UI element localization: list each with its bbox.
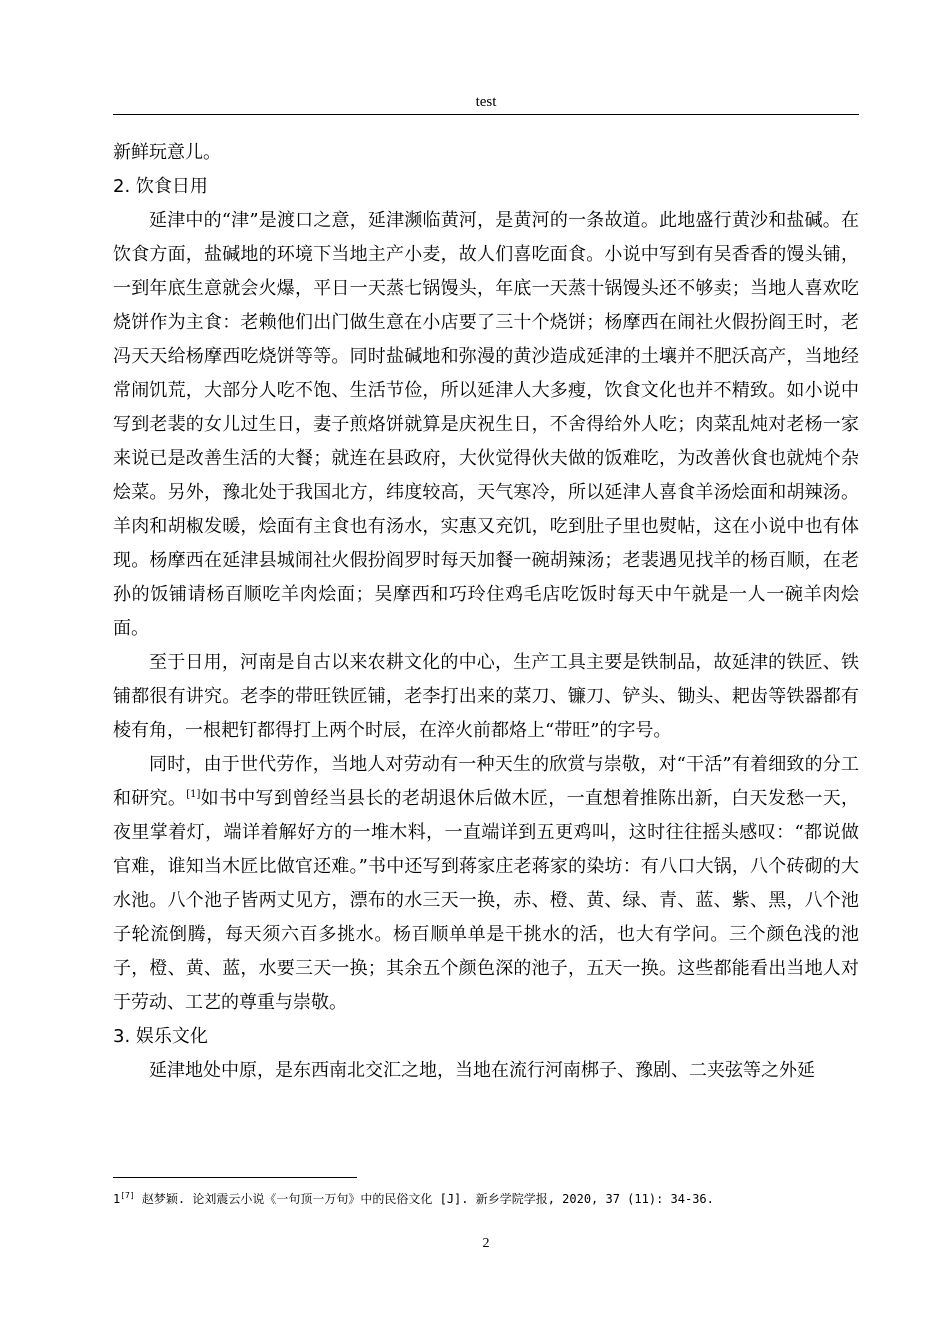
section-heading-entertainment: 3. 娱乐文化 xyxy=(113,1026,208,1047)
paragraph-labor xyxy=(113,748,859,1020)
footnote-ref-marker: [7] xyxy=(120,1191,135,1200)
footnote xyxy=(113,1190,859,1208)
footnote-number: 1 xyxy=(113,1192,121,1206)
page-header: test xyxy=(475,94,497,110)
paragraph-continuation: 新鲜玩意儿。 xyxy=(113,142,221,163)
section-heading-food: 2. 饮食日用 xyxy=(113,176,208,197)
citation-marker[interactable]: [1] xyxy=(186,789,201,800)
paragraph-entertainment: 延津地处中原，是东西南北交汇之地，当地在流行河南梆子、豫剧、二夹弦等之外延 xyxy=(149,1060,815,1081)
header-rule xyxy=(113,114,859,115)
footnote-text: 赵梦颖. 论刘震云小说《一句顶一万句》中的民俗文化 [J]. 新乡学院学报, 2020, 37 (11): 34-36. xyxy=(134,1192,714,1206)
paragraph-labor-part2: 如书中写到曾经当县长的老胡退休后做木匠，一直想着推陈出新，白天发愁一天，夜里掌着灯，端详着解好方的一堆木料，一直端详到五更鸡叫，这时往往摇头感叹：“都说做官难，谁知当木匠比做官还难。”书中还写到蒋家庄老蒋家的染坊：有八口大锅，八个砖砌的大水池。八个池子皆两丈见方，漂布的水三天一换，赤、橙、黄、绿、青、蓝、紫、黑，八个池子轮流倒腾，每天须六百多挑水。杨百顺单单是干挑水的活，也大有学问。三个颜色浅的池子，橙、黄、蓝，水要三天一换；其余五个颜色深的池子，五天一换。这些都能看出当地人对于劳动、工艺的尊重与崇敬。 xyxy=(113,788,860,1013)
page-number: 2 xyxy=(482,1236,490,1251)
paragraph-labor-part1: 同时，由于世代劳作，当地人对劳动有一种天生的欣赏与崇敬，对“干活”有着细致的分工和研究。 xyxy=(113,754,859,809)
paragraph-food: 延津中的“津”是渡口之意，延津濒临黄河，是黄河的一条故道。此地盛行黄沙和盐碱。在饮食方面，盐碱地的环境下当地主产小麦，故人们喜吃面食。小说中写到有吴香香的馒头铺，一到年底生意就会火爆，平日一天蒸七锅馒头，年底一天蒸十锅馒头还不够卖；当地人喜欢吃烧饼作为主食：老赖他们出门做生意在小店要了三十个烧饼；杨摩西在闹社火假扮阎王时，老冯天天给杨摩西吃烧饼等等。同时盐碱地和弥漫的黄沙造成延津的土壤并不肥沃高产，当地经常闹饥荒，大部分人吃不饱、生活节俭，所以延津人大多瘦，饮食文化也并不精致。如小说中写到老裴的女儿过生日，妻子煎烙饼就算是庆祝生日，不舍得给外人吃；肉菜乱炖对老杨一家来说已是改善生活的大餐；就连在县政府，大伙觉得伙夫做的饭难吃，为改善伙食也就炖个杂烩菜。另外，豫北处于我国北方，纬度较高，天气寒冷，所以延津人喜食羊汤烩面和胡辣汤。羊肉和胡椒发暖，烩面有主食也有汤水，实惠又充饥，吃到肚子里也熨帖，这在小说中也有体现。杨摩西在延津县城闹社火假扮阎罗时每天加餐一碗胡辣汤；老裴遇见找羊的杨百顺，在老孙的饭铺请杨百顺吃羊肉烩面；吴摩西和巧玲住鸡毛店吃饭时每天中午就是一人一碗羊肉烩面。 xyxy=(113,210,859,639)
body-text xyxy=(113,136,859,1088)
footnote-rule xyxy=(113,1177,357,1178)
paragraph-tools: 至于日用，河南是自古以来农耕文化的中心，生产工具主要是铁制品，故延津的铁匠、铁铺都很有讲究。老李的带旺铁匠铺，老李打出来的菜刀、镰刀、铲头、锄头、耙齿等铁器都有棱有角，一根耙钉都得打上两个时辰，在淬火前都烙上“带旺”的字号。 xyxy=(113,652,859,741)
